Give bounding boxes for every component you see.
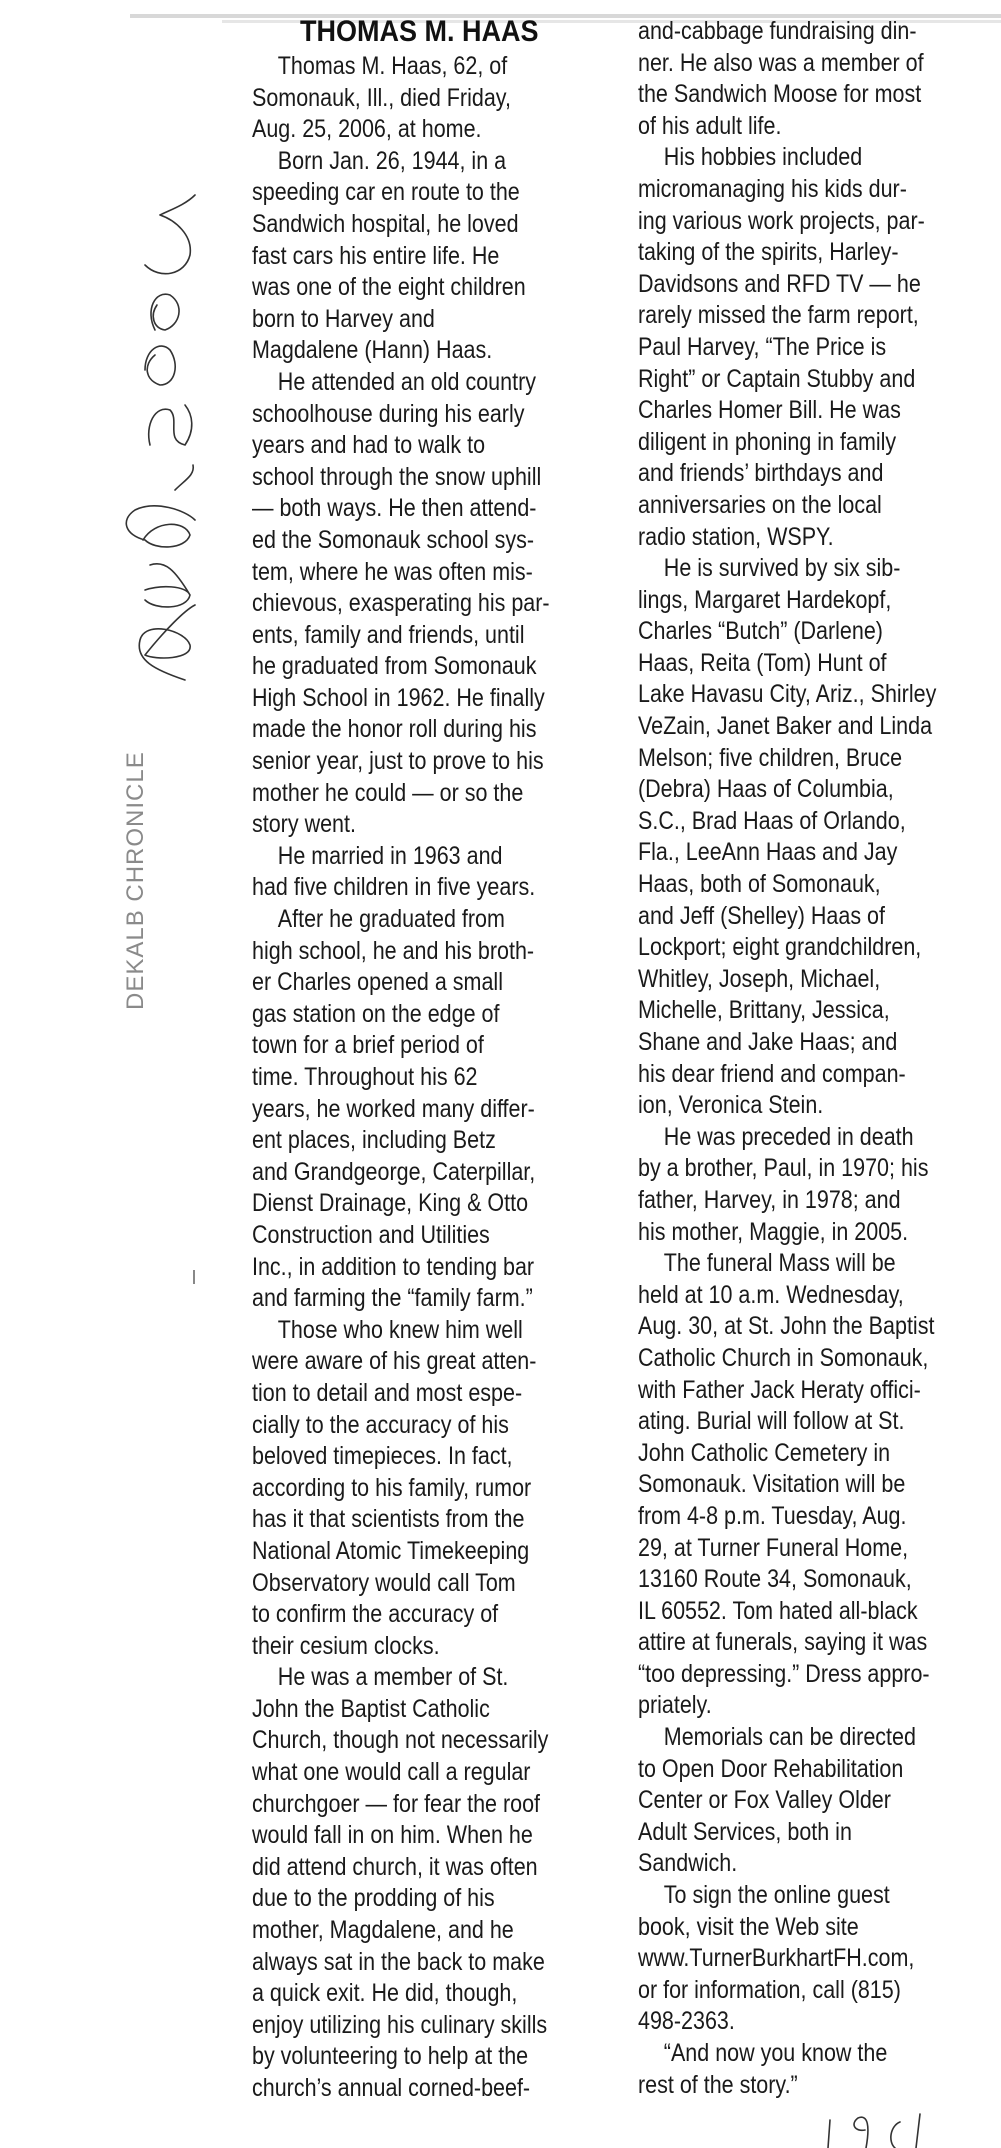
text-line: town for a brief period of xyxy=(252,1031,484,1060)
text-line: mother, Magdalene, and he xyxy=(252,1916,514,1945)
text-line: rarely missed the farm report, xyxy=(638,301,919,330)
text-line: Haas, both of Somonauk, xyxy=(638,870,881,899)
text-line: and Grandgeorge, Caterpillar, xyxy=(252,1157,536,1186)
text-line: father, Harvey, in 1978; and xyxy=(638,1185,901,1214)
text-line: Sandwich hospital, he loved xyxy=(252,209,519,238)
text-line: and friends’ birthdays and xyxy=(638,459,884,488)
text-line: church’s annual corned-beef- xyxy=(252,2074,531,2102)
text-line: what one would call a regular xyxy=(252,1758,531,1787)
publication-name: DEKALB CHRONICLE xyxy=(122,751,149,1010)
text-line: Shane and Jake Haas; and xyxy=(638,1028,898,1056)
text-line: was one of the eight children xyxy=(252,273,526,302)
text-line: S.C., Brad Haas of Orlando, xyxy=(638,806,906,835)
text-line: attire at funerals, saying it was xyxy=(638,1628,928,1657)
text-line: and farming the “family farm.” xyxy=(252,1284,533,1313)
text-line: 498-2363. xyxy=(638,2007,735,2036)
text-line: his dear friend and compan- xyxy=(638,1059,906,1088)
text-line: John Catholic Cemetery in xyxy=(638,1438,891,1467)
text-line: has it that scientists from the xyxy=(252,1505,525,1534)
text-line: schoolhouse during his early xyxy=(252,399,525,428)
text-line: senior year, just to prove to his xyxy=(252,747,544,776)
text-line: high school, he and his broth- xyxy=(252,936,535,965)
text-line: er Charles opened a small xyxy=(252,968,503,997)
text-line: he graduated from Somonauk xyxy=(252,652,537,681)
text-line: years, he worked many differ- xyxy=(252,1094,535,1123)
text-line: according to his family, rumor xyxy=(252,1473,532,1502)
text-line: book, visit the Web site xyxy=(638,1912,859,1941)
text-line: school through the snow uphill xyxy=(252,462,542,491)
text-line: of his adult life. xyxy=(638,111,782,140)
text-line: were aware of his great atten- xyxy=(252,1347,537,1376)
text-line: held at 10 a.m. Wednesday, xyxy=(638,1280,904,1309)
text-line: Born Jan. 26, 1944, in a xyxy=(277,146,507,175)
obituary-title: THOMAS M. HAAS xyxy=(300,15,539,48)
text-line: John the Baptist Catholic xyxy=(252,1694,490,1723)
text-line: He married in 1963 and xyxy=(277,841,503,870)
text-line: “too depressing.” Dress appro- xyxy=(638,1659,930,1688)
text-line: 13160 Route 34, Somonauk, xyxy=(638,1565,912,1594)
text-line: Aug. 30, at St. John the Baptist xyxy=(638,1312,935,1341)
text-line: born to Harvey and xyxy=(252,304,435,333)
text-line: his mother, Maggie, in 2005. xyxy=(638,1217,909,1246)
text-line: Charles “Butch” (Darlene) xyxy=(638,617,883,646)
text-line: Catholic Church in Somonauk, xyxy=(638,1343,929,1372)
text-line: Right” or Captain Stubby and xyxy=(638,364,916,393)
text-line: Somonauk. Visitation will be xyxy=(638,1470,906,1499)
text-line: did attend church, it was often xyxy=(252,1852,538,1881)
text-line: www.TurnerBurkhartFH.com, xyxy=(638,1944,915,1973)
text-line: made the honor roll during his xyxy=(252,715,537,744)
text-line: Fla., LeeAnn Haas and Jay xyxy=(638,838,898,867)
text-line: Inc., in addition to tending bar xyxy=(252,1252,535,1281)
text-line: Construction and Utilities xyxy=(252,1220,490,1249)
text-line: He attended an old country xyxy=(277,367,536,396)
text-line: would fall in on him. When he xyxy=(252,1821,533,1850)
text-line: due to the prodding of his xyxy=(252,1884,495,1913)
text-line: by a brother, Paul, in 1970; his xyxy=(638,1154,929,1183)
text-line: speeding car en route to the xyxy=(252,178,520,207)
text-line: Those who knew him well xyxy=(277,1315,523,1344)
text-line: Observatory would call Tom xyxy=(252,1568,516,1597)
text-line: micromanaging his kids dur- xyxy=(638,174,907,203)
text-line: Davidsons and RFD TV — he xyxy=(638,269,921,298)
text-line: and-cabbage fundraising din- xyxy=(638,17,917,45)
text-line: “And now you know the xyxy=(663,2039,888,2067)
text-line: with Father Jack Heraty offici- xyxy=(638,1375,921,1404)
text-line: story went. xyxy=(252,810,356,839)
text-line: ents, family and friends, until xyxy=(252,620,525,649)
text-line: priately. xyxy=(638,1691,712,1720)
text-line: 29, at Turner Funeral Home, xyxy=(638,1533,909,1562)
text-line: National Atomic Timekeeping xyxy=(252,1536,530,1565)
text-line: ion, Veronica Stein. xyxy=(638,1091,824,1120)
handwritten-date xyxy=(115,190,215,690)
right-column xyxy=(638,16,936,2101)
text-line: fast cars his entire life. He xyxy=(252,241,500,270)
text-line: Dienst Drainage, King & Otto xyxy=(252,1189,529,1218)
text-line: churchgoer — for fear the roof xyxy=(252,1789,541,1818)
text-line: lings, Margaret Hardekopf, xyxy=(638,585,892,614)
text-line: — both ways. He then attend- xyxy=(252,494,537,523)
text-line: After he graduated from xyxy=(277,905,505,934)
text-line: radio station, WSPY. xyxy=(638,522,834,551)
text-line: by volunteering to help at the xyxy=(252,2042,529,2071)
text-line: Aug. 25, 2006, at home. xyxy=(252,115,482,144)
handwritten-page-number xyxy=(820,2112,930,2148)
text-line: ing various work projects, par- xyxy=(638,206,925,235)
text-line: High School in 1962. He finally xyxy=(252,683,545,712)
text-line: ent places, including Betz xyxy=(252,1126,496,1155)
text-line: tem, where he was often mis- xyxy=(252,557,533,586)
text-line: He was preceded in death xyxy=(663,1122,914,1151)
text-line: from 4-8 p.m. Tuesday, Aug. xyxy=(638,1501,907,1530)
text-line: always sat in the back to make xyxy=(252,1947,545,1976)
text-line: Magdalene (Hann) Haas. xyxy=(252,336,493,365)
text-line: Adult Services, both in xyxy=(638,1817,852,1846)
text-line: ner. He also was a member of xyxy=(638,48,924,77)
text-line: enjoy utilizing his culinary skills xyxy=(252,2010,548,2039)
text-line: Haas, Reita (Tom) Hunt of xyxy=(638,648,887,677)
text-line: or for information, call (815) xyxy=(638,1975,901,2004)
text-line: to Open Door Rehabilitation xyxy=(638,1754,904,1783)
text-line: Lockport; eight grandchildren, xyxy=(638,933,922,962)
text-line: VeZain, Janet Baker and Linda xyxy=(638,712,933,741)
text-line: time. Throughout his 62 xyxy=(252,1063,478,1091)
text-line: Somonauk, Ill., died Friday, xyxy=(252,83,511,112)
text-line: mother he could — or so the xyxy=(252,778,524,807)
text-line: His hobbies included xyxy=(663,143,863,172)
text-line: diligent in phoning in family xyxy=(638,427,897,456)
text-line: To sign the online guest xyxy=(663,1881,890,1910)
text-line: Melson; five children, Bruce xyxy=(638,743,903,772)
text-line: He is survived by six sib- xyxy=(663,554,901,583)
text-line: Charles Homer Bill. He was xyxy=(638,396,901,425)
text-line: taking of the spirits, Harley- xyxy=(638,238,899,267)
text-line: Center or Fox Valley Older xyxy=(638,1786,891,1815)
text-line: anniversaries on the local xyxy=(638,490,882,519)
text-line: a quick exit. He did, though, xyxy=(252,1979,518,2008)
text-line: Thomas M. Haas, 62, of xyxy=(277,52,508,80)
text-line: and Jeff (Shelley) Haas of xyxy=(638,901,885,930)
text-line: ating. Burial will follow at St. xyxy=(638,1407,905,1436)
text-line: Whitley, Joseph, Michael, xyxy=(638,964,881,993)
text-line: ed the Somonauk school sys- xyxy=(252,525,535,554)
text-line: their cesium clocks. xyxy=(252,1631,440,1660)
text-line: Paul Harvey, “The Price is xyxy=(638,332,887,361)
publication-label xyxy=(122,751,152,1010)
text-line: to confirm the accuracy of xyxy=(252,1600,499,1629)
text-line: years and had to walk to xyxy=(252,431,486,460)
left-column xyxy=(252,51,550,2105)
text-line: beloved timepieces. In fact, xyxy=(252,1442,513,1471)
text-line: Sandwich. xyxy=(638,1849,738,1878)
text-line: had five children in five years. xyxy=(252,873,536,902)
text-line: He was a member of St. xyxy=(277,1663,509,1692)
text-line: Michelle, Brittany, Jessica, xyxy=(638,996,890,1025)
text-line: chievous, exasperating his par- xyxy=(252,589,550,618)
text-line: Memorials can be directed xyxy=(663,1723,916,1752)
text-line: tion to detail and most espe- xyxy=(252,1378,523,1407)
text-line: The funeral Mass will be xyxy=(663,1249,896,1278)
text-line: Lake Havasu City, Ariz., Shirley xyxy=(638,680,937,709)
text-line: (Debra) Haas of Columbia, xyxy=(638,775,894,804)
text-line: the Sandwich Moose for most xyxy=(638,80,922,109)
text-line: cially to the accuracy of his xyxy=(252,1410,509,1439)
text-line: gas station on the edge of xyxy=(252,999,500,1028)
scan-mark xyxy=(193,1270,195,1284)
text-line: rest of the story.” xyxy=(638,2070,798,2099)
text-line: IL 60552. Tom hated all-black xyxy=(638,1596,918,1625)
text-line: Church, though not necessarily xyxy=(252,1726,549,1755)
